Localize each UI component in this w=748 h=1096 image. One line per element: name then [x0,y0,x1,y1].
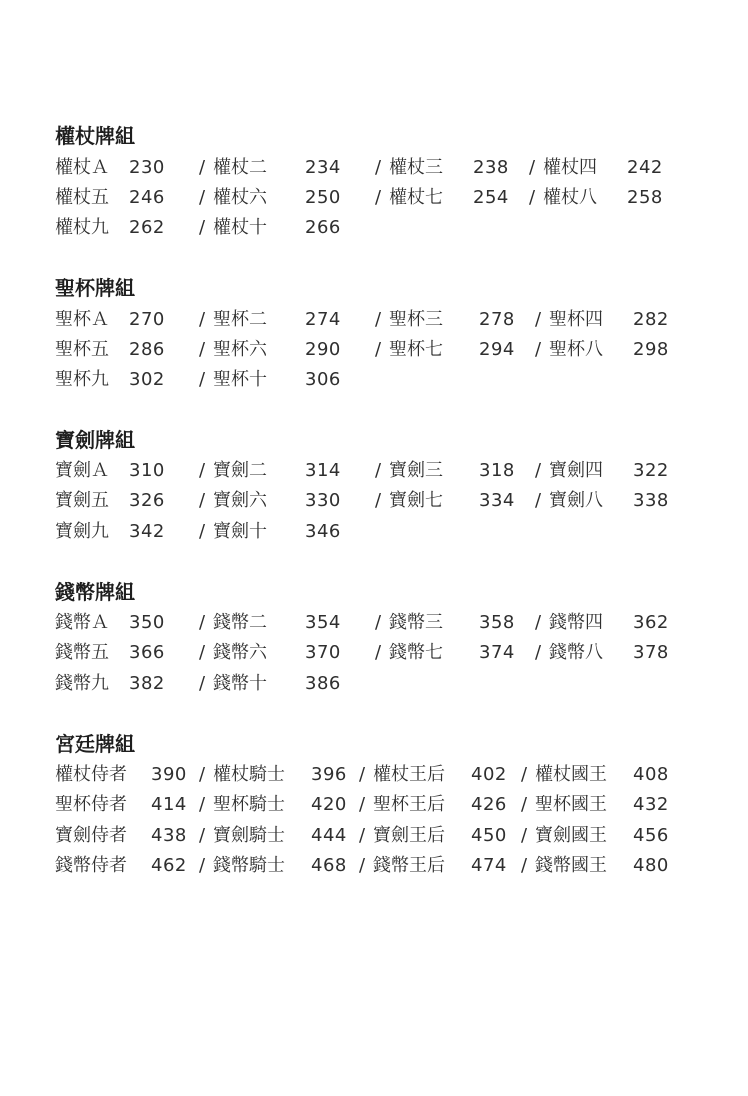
toc-row [55,763,695,787]
separator: / [375,460,382,481]
toc-entry-name: 權杖侍者 [55,764,127,785]
separator: / [199,369,206,390]
toc-entry-page: 278 [479,309,515,330]
toc-entry-name: 寶劍五 [55,490,109,511]
toc-row [55,854,695,878]
toc-entry-page: 366 [129,642,165,663]
toc-entry-page: 420 [311,794,347,815]
toc-entry-name: 權杖十 [213,217,267,238]
toc-entry-name: 寶劍七 [389,490,443,511]
separator: / [359,825,366,846]
separator: / [199,339,206,360]
toc-entry-page: 338 [633,490,669,511]
toc-entry-page: 450 [471,825,507,846]
toc-entry-name: 錢幣七 [389,642,443,663]
toc-entry-page: 346 [305,521,341,542]
toc-entry-name: 權杖Ａ [55,157,109,178]
separator: / [199,642,206,663]
separator: / [535,642,542,663]
section-title: 寶劍牌組 [55,428,135,452]
toc-entry-name: 寶劍國王 [535,825,607,846]
toc-entry-page: 374 [479,642,515,663]
toc-entry-page: 438 [151,825,187,846]
toc-entry-page: 480 [633,855,669,876]
toc-entry-name: 聖杯九 [55,369,109,390]
separator: / [199,217,206,238]
toc-entry-name: 聖杯三 [389,309,443,330]
separator: / [535,339,542,360]
toc-row [55,641,695,665]
toc-entry-page: 258 [627,187,663,208]
toc-entry-name: 寶劍六 [213,490,267,511]
toc-entry-page: 390 [151,764,187,785]
toc-entry-name: 權杖二 [213,157,267,178]
toc-entry-page: 370 [305,642,341,663]
toc-row [55,824,695,848]
toc-row [55,520,695,544]
toc-entry-page: 266 [305,217,341,238]
separator: / [199,187,206,208]
toc-entry-page: 330 [305,490,341,511]
separator: / [375,642,382,663]
toc-row [55,793,695,817]
toc-entry-page: 468 [311,855,347,876]
toc-entry-page: 474 [471,855,507,876]
toc-entry-page: 302 [129,369,165,390]
separator: / [199,673,206,694]
toc-entry-name: 權杖王后 [373,764,445,785]
toc-entry-name: 錢幣六 [213,642,267,663]
separator: / [359,764,366,785]
toc-entry-name: 錢幣九 [55,673,109,694]
toc-entry-page: 402 [471,764,507,785]
toc-entry-name: 錢幣十 [213,673,267,694]
toc-entry-name: 權杖四 [543,157,597,178]
toc-entry-name: 聖杯五 [55,339,109,360]
separator: / [199,764,206,785]
toc-entry-name: 錢幣五 [55,642,109,663]
toc-entry-page: 386 [305,673,341,694]
toc-entry-page: 444 [311,825,347,846]
toc-entry-name: 寶劍九 [55,521,109,542]
toc-entry-page: 408 [633,764,669,785]
toc-entry-name: 錢幣二 [213,612,267,633]
toc-entry-page: 414 [151,794,187,815]
toc-entry-page: 286 [129,339,165,360]
toc-entry-name: 錢幣侍者 [55,855,127,876]
toc-entry-name: 聖杯七 [389,339,443,360]
toc-entry-name: 錢幣四 [549,612,603,633]
separator: / [521,794,528,815]
toc-entry-page: 358 [479,612,515,633]
toc-entry-name: 權杖騎士 [213,764,285,785]
toc-entry-page: 396 [311,764,347,785]
toc-entry-page: 310 [129,460,165,481]
toc-entry-name: 聖杯國王 [535,794,607,815]
toc-entry-name: 權杖三 [389,157,443,178]
toc-entry-page: 274 [305,309,341,330]
separator: / [199,825,206,846]
toc-entry-name: 聖杯Ａ [55,309,109,330]
toc-entry-name: 聖杯騎士 [213,794,285,815]
toc-row [55,186,695,210]
separator: / [199,855,206,876]
separator: / [375,612,382,633]
toc-row [55,308,695,332]
toc-row [55,216,695,240]
toc-entry-name: 錢幣國王 [535,855,607,876]
toc-entry-page: 262 [129,217,165,238]
toc-entry-name: 寶劍騎士 [213,825,285,846]
toc-entry-page: 254 [473,187,509,208]
separator: / [529,157,536,178]
toc-entry-name: 聖杯八 [549,339,603,360]
toc-row [55,338,695,362]
toc-row [55,459,695,483]
separator: / [359,855,366,876]
separator: / [521,825,528,846]
toc-entry-page: 250 [305,187,341,208]
toc-entry-name: 聖杯二 [213,309,267,330]
separator: / [529,187,536,208]
toc-entry-name: 聖杯十 [213,369,267,390]
separator: / [375,339,382,360]
section-title: 聖杯牌組 [55,276,135,300]
toc-row [55,489,695,513]
toc-entry-page: 334 [479,490,515,511]
section-title: 宮廷牌組 [55,732,135,756]
separator: / [535,612,542,633]
toc-entry-name: 寶劍八 [549,490,603,511]
separator: / [535,309,542,330]
toc-entry-page: 234 [305,157,341,178]
toc-entry-name: 寶劍三 [389,460,443,481]
toc-entry-page: 462 [151,855,187,876]
separator: / [375,187,382,208]
toc-entry-name: 錢幣三 [389,612,443,633]
toc-entry-page: 382 [129,673,165,694]
toc-entry-name: 錢幣王后 [373,855,445,876]
toc-entry-page: 322 [633,460,669,481]
toc-entry-page: 378 [633,642,669,663]
toc-entry-page: 342 [129,521,165,542]
toc-entry-page: 326 [129,490,165,511]
separator: / [199,612,206,633]
toc-entry-name: 聖杯六 [213,339,267,360]
toc-entry-page: 246 [129,187,165,208]
toc-entry-page: 426 [471,794,507,815]
toc-entry-name: 寶劍四 [549,460,603,481]
toc-row [55,672,695,696]
toc-entry-name: 權杖國王 [535,764,607,785]
toc-entry-name: 聖杯四 [549,309,603,330]
toc-entry-name: 寶劍十 [213,521,267,542]
toc-entry-name: 寶劍二 [213,460,267,481]
separator: / [535,460,542,481]
toc-entry-name: 寶劍王后 [373,825,445,846]
toc-entry-page: 282 [633,309,669,330]
toc-entry-name: 權杖八 [543,187,597,208]
toc-entry-name: 錢幣Ａ [55,612,109,633]
toc-entry-name: 錢幣八 [549,642,603,663]
separator: / [199,460,206,481]
section-title: 權杖牌組 [55,124,135,148]
toc-entry-name: 權杖九 [55,217,109,238]
toc-entry-name: 錢幣騎士 [213,855,285,876]
toc-entry-name: 聖杯侍者 [55,794,127,815]
separator: / [535,490,542,511]
separator: / [199,794,206,815]
toc-entry-page: 350 [129,612,165,633]
toc-entry-page: 298 [633,339,669,360]
toc-row [55,368,695,392]
toc-entry-name: 聖杯王后 [373,794,445,815]
toc-entry-page: 242 [627,157,663,178]
toc-entry-name: 權杖七 [389,187,443,208]
separator: / [199,490,206,511]
toc-entry-name: 寶劍Ａ [55,460,109,481]
toc-entry-name: 權杖五 [55,187,109,208]
toc-entry-page: 432 [633,794,669,815]
separator: / [199,157,206,178]
toc-entry-name: 寶劍侍者 [55,825,127,846]
toc-entry-page: 238 [473,157,509,178]
toc-entry-page: 456 [633,825,669,846]
separator: / [199,309,206,330]
toc-entry-page: 230 [129,157,165,178]
separator: / [375,157,382,178]
separator: / [375,309,382,330]
separator: / [375,490,382,511]
separator: / [359,794,366,815]
toc-entry-page: 318 [479,460,515,481]
separator: / [199,521,206,542]
separator: / [521,764,528,785]
toc-entry-page: 306 [305,369,341,390]
toc-entry-page: 354 [305,612,341,633]
toc-entry-name: 權杖六 [213,187,267,208]
toc-entry-page: 294 [479,339,515,360]
toc-entry-page: 362 [633,612,669,633]
section-title: 錢幣牌組 [55,580,135,604]
separator: / [521,855,528,876]
toc-row [55,156,695,180]
toc-entry-page: 290 [305,339,341,360]
toc-row [55,611,695,635]
toc-entry-page: 270 [129,309,165,330]
toc-entry-page: 314 [305,460,341,481]
